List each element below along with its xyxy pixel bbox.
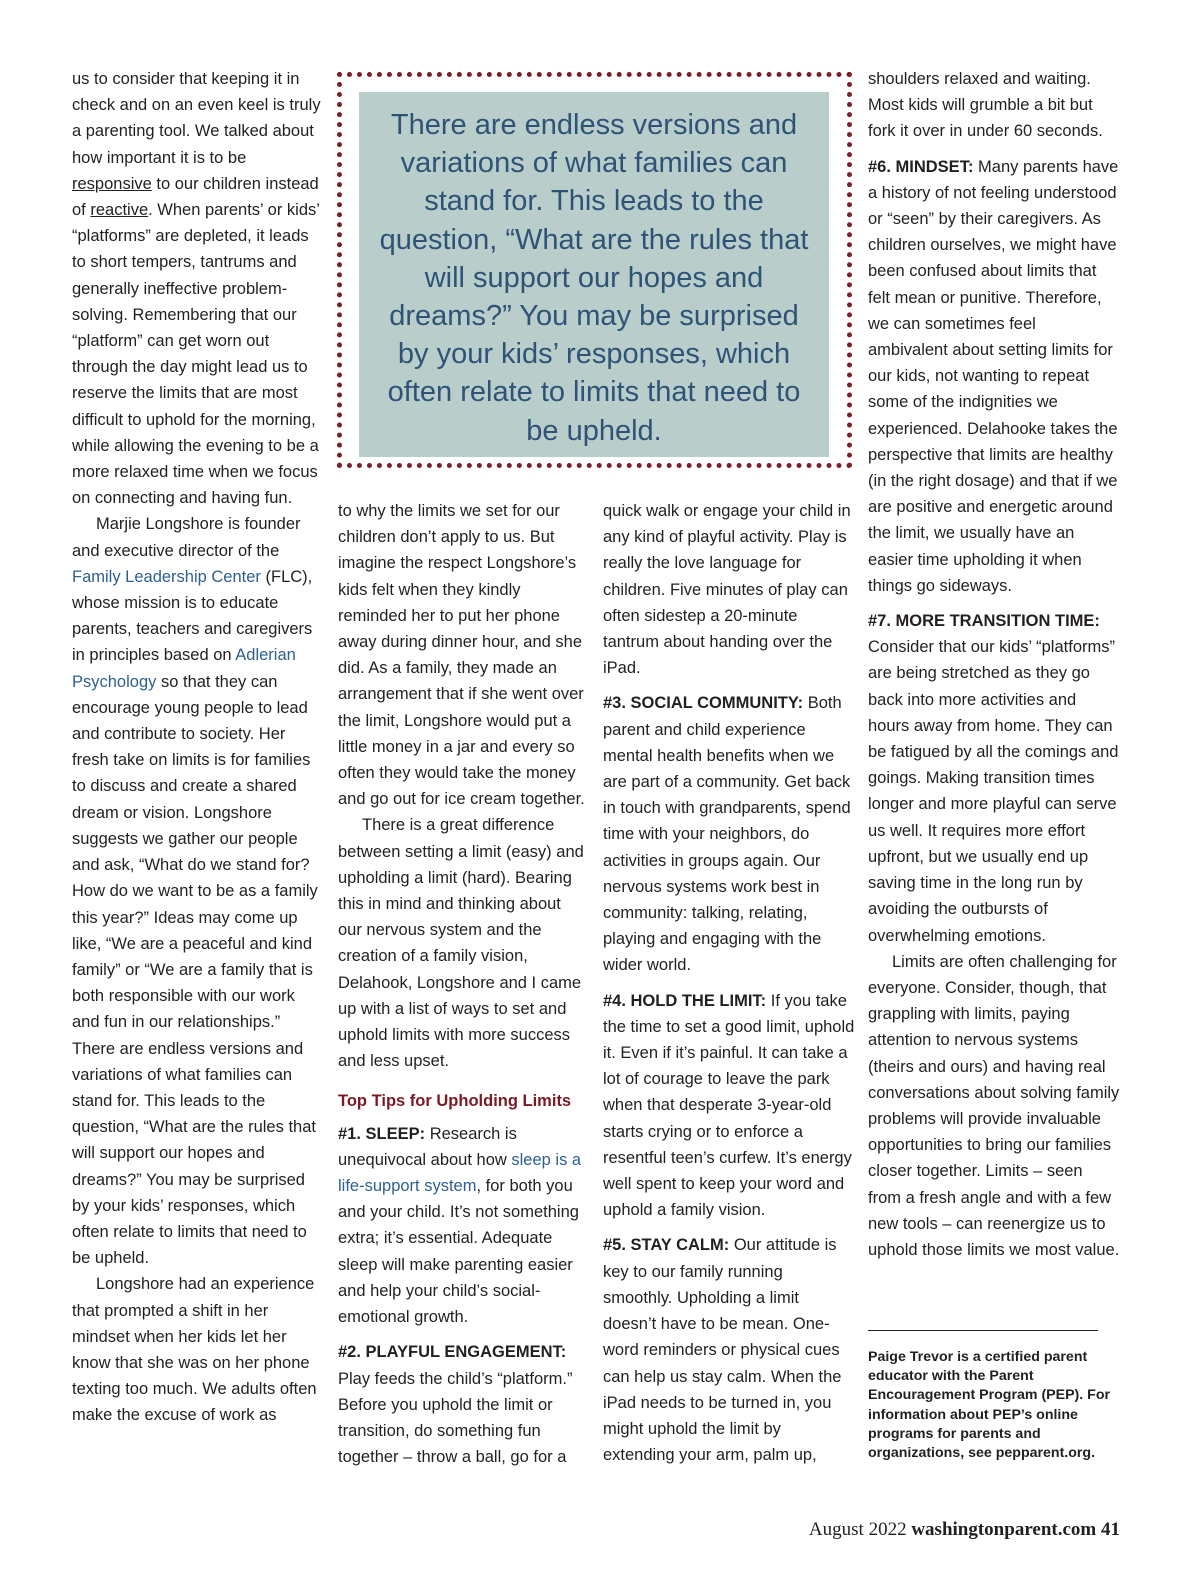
page-number: 41 <box>1101 1519 1120 1540</box>
tip-5: #5. STAY CALM: Our attitude is key to our family running smoothly. Upholding a limit doesn’t have to be mean. One-word reminders or physical cues can help us stay calm. When the iPad needs to be turned in, you might uphold the limit by extending your arm, palm up, <box>603 1236 842 1465</box>
sleep-link[interactable]: sleep is a life-support system <box>338 1150 582 1196</box>
paragraph: us to consider that keeping it in check and on an even keel is truly a parenting tool. We talked about how important it is to be responsive to our children instead of reactive. When parents’ or kids’ “platforms” are depleted, it leads to short tempers, tantrums and generally ineffective problem-solving. Remembering that our “platform” can get worn out through the day might lead us to reserve the limits that are most difficult to uphold for the morning, while allowing the evening to be a more relaxed time when we focus on connecting and having fun. <box>72 70 321 508</box>
responsive-term: responsive <box>72 174 152 193</box>
tip-3: #3. SOCIAL COMMUNITY: Both parent and child experience mental health benefits when we are part of a community. Get back in touch with grandparents, spend time with your neighbors, do activities in groups again. Our nervous systems work best in community: talking, relating, playing and engaging with the wider world. <box>603 694 851 975</box>
adlerian-psychology-link[interactable]: Adlerian Psychology <box>72 646 296 691</box>
paragraph: shoulders relaxed and waiting. Most kids will grumble a bit but fork it over in under 60 seconds. <box>868 70 1103 141</box>
paragraph: Marjie Longshore is founder and executive director of the Family Leadership Center (FLC), whose mission is to educate parents, teachers and caregivers in principles based on Adlerian Psychology so that they can encourage young people to lead and contribute to society. Her fresh take on limits is for families to discuss and create a shared dream or vision. Longshore suggests we gather our people and ask, “What do we stand for? How do we want to be as a family this year?” Ideas may come up like, “We are a peaceful and kind family” or “We are a family that is both responsible with our work and fun in our relationships.” There are endless versions and variations of what families can stand for. This leads to the question, “What are the rules that will support our hopes and dreams?” You may be surprised by your kids’ responses, which often relate to limits that need to be upheld. <box>72 515 318 1268</box>
tip-7: #7. MORE TRANSITION TIME: Consider that our kids’ “platforms” are being stretched as they go back into more activities and hours away from home. They can be fatigued by all the comings and goings. Making transition times longer and more playful can serve us well. It requires more effort upfront, but we usually end up saving time in the long run by avoiding the outbursts of overwhelming emotions. <box>868 612 1119 945</box>
column-2 <box>338 498 588 1470</box>
paragraph: Longshore had an experience that prompted a shift in her mindset when her kids let her know that she was on her phone texting too much. We adults often make the excuse of work as <box>72 1275 317 1425</box>
paragraph: Limits are often challenging for everyone. Consider, though, that grappling with limits, paying attention to nervous systems (theirs and ours) and having real conversations about solving family problems will provide invaluable opportunities to bring our families closer together. Limits – seen from a fresh angle and with a few new tools – can reenergize us to uphold those limits we most value. <box>868 952 1120 1259</box>
column-1 <box>72 66 324 1429</box>
section-heading: Top Tips for Upholding Limits <box>338 1092 572 1111</box>
author-bio: Paige Trevor is a certified parent educator with the Parent Encouragement Program (PEP). For information about PEP’s online programs for parents and organizations, see pepparent.org. <box>868 1349 1111 1462</box>
column-4 <box>868 66 1120 1263</box>
tip-4: #4. HOLD THE LIMIT: If you take the time to set a good limit, uphold it. Even if it’s painful. It can take a lot of courage to leave the park when that desperate 3-year-old starts crying or to enforce a resentful teen’s curfew. It’s energy well spent to keep your word and uphold a family vision. <box>603 991 855 1220</box>
pullquote: There are endless versions and variations of what families can stand for. This leads to the question, “What are the rules that will support our hopes and dreams?” You may be surprised by your kids’ responses, which often relate to limits that need to be upheld. <box>359 92 829 457</box>
site-name: washingtonparent.com <box>911 1519 1097 1540</box>
column-3 <box>603 498 855 1468</box>
family-leadership-center-link[interactable]: Family Leadership Center <box>72 567 261 586</box>
tip-1: #1. SLEEP: Research is unequivocal about how sleep is a life-support system, for both you and your child. It’s not something extra; it’s essential. Adequate sleep will make parenting easier and help your child’s social-emotional growth. <box>338 1124 582 1327</box>
paragraph: There is a great difference between setting a limit (easy) and upholding a limit (hard). Bearing this in mind and thinking about our nervous system and the creation of a family vision, Delahook, Longshore and I came up with a list of ways to set and uphold limits with more success and less upset. <box>338 816 584 1071</box>
tip-2: #2. PLAYFUL ENGAGEMENT: Play feeds the child’s “platform.” Before you uphold the limit or transition, do something fun together – throw a ball, go for a <box>338 1343 573 1467</box>
issue-date: August 2022 <box>808 1519 907 1540</box>
tip-6: #6. MINDSET: Many parents have a history of not feeling understood or “seen” by their caregivers. As children ourselves, we might have been confused about limits that felt mean or punitive. Therefore, we can sometimes feel ambivalent about setting limits for our kids, not wanting to repeat some of the indignities we experienced. Delahooke takes the perspective that limits are healthy (in the right dosage) and that if we are positive and energetic around the limit, we usually have an easier time upholding it when things go sideways. <box>868 157 1119 595</box>
page-footer <box>790 1519 1120 1541</box>
reactive-term: reactive <box>90 201 149 220</box>
paragraph: to why the limits we set for our children don’t apply to us. But imagine the respect Longshore’s kids felt when they kindly reminded her to put her phone away during dinner hour, and she did. As a family, they made an arrangement that if she went over the limit, Longshore would put a little money in a jar and every so often they would take the money and go out for ice cream together. <box>338 502 585 809</box>
paragraph: quick walk or engage your child in any kind of playful activity. Play is really the love language for children. Five minutes of play can often sidestep a 20-minute tantrum about handing over the iPad. <box>603 502 851 678</box>
divider <box>868 1330 1098 1331</box>
